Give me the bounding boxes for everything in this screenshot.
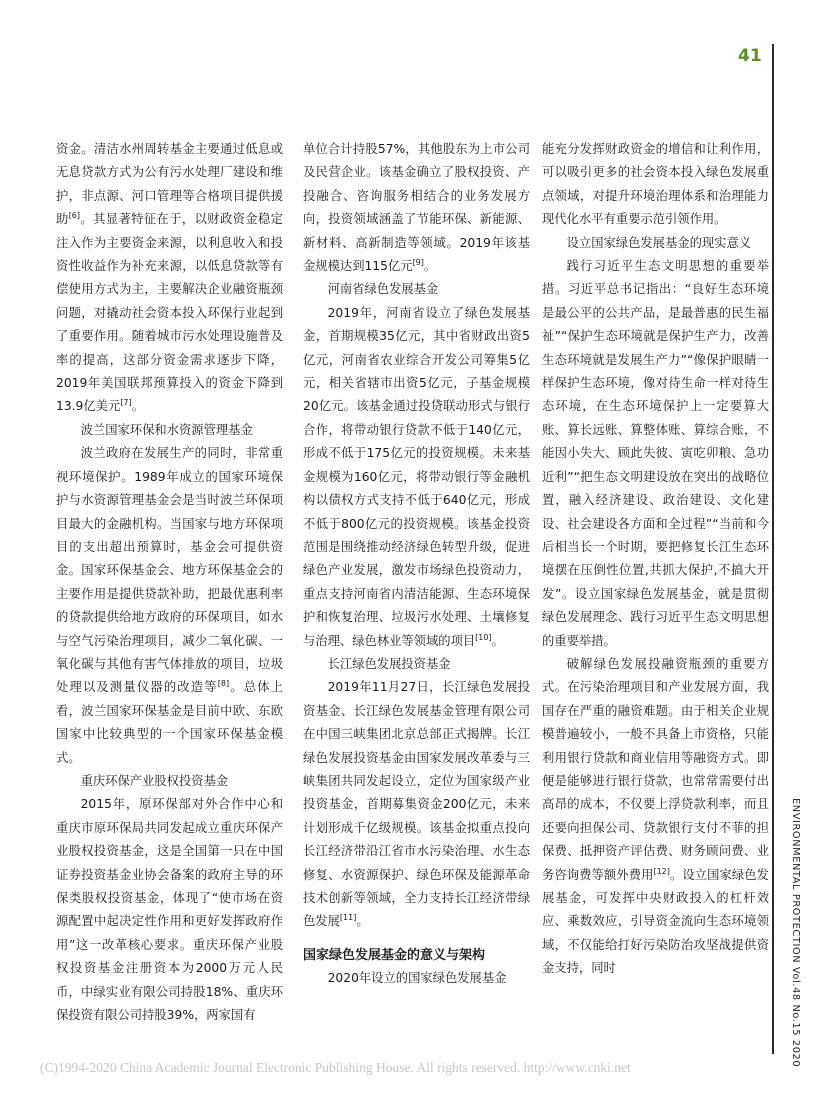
col3-paragraph-3: 破解绿色发展投融资瓶颈的重要方式。在污染治理项目和产业发展方面，我国存在严重的融资难题。由于相关企业规模普遍较小，一般不具备上市资格，只能利用银行贷款和商业信用等融资方式。即便是能够进行银行贷款，也常常需要付出高昂的成本，不仅要上浮贷款利率，而且还要向担保公司、贷款银行支付不菲的担保费、抵押资产评估费、财务顾问费、业务咨询费等额外费用[12]。设立国家绿色发展基金，可发挥中央财政投入的杠杆效应、乘数效应，引导资金流向生态环境领域，不仅能给打好污染防治攻坚战提供资金支持，同时 [542,656,769,976]
citation: [12] [653,866,670,876]
subheading-poland-fund: 波兰国家环保和水资源管理基金 [80,422,253,437]
col2-paragraph-2: 2019年，河南省设立了绿色发展基金，首期规模35亿元，其中省财政出资5亿元，河南省农业综合开发公司筹集5亿元，相关省辖市出资5亿元，子基金规模20亿元。该基金通过投贷联动形式与银行合作，将带动银行贷款不低于140亿元，形成不低于175亿元的投资规模。未来基金规模为160亿元，将带动银行等金融机构以债权方式支持不低于640亿元，形成不低于800亿元的投资规模。该基金投资范围是围绕推动经济绿色转型升级，促进绿色产业发展，激发市场绿色投资动力，重点支持河南省内清洁能源、生态环境保护和恢复治理、垃圾污水处理、土壤修复与治理、绿色林业等领域的项目[10]。 [303,305,530,648]
copyright-footer: (C)1994-2020 China Academic Journal Electronic Publishing House. All rights reserved. http://www.cnki.net [40,1060,631,1075]
citation: [9] [412,257,424,267]
column-3 [542,138,769,981]
col2-paragraph-4: 2020年设立的国家绿色发展基金 [327,971,507,986]
col3-paragraph-2: 践行习近平生态文明思想的重要举措。习近平总书记指出：“良好生态环境是最公平的公共产品，是最普惠的民生福祉”“保护生态环境就是保护生产力，改善生态环境就是发展生产力”“像保护眼睛一样保护生态环境，像对待生命一样对待生态环境，在生态环境保护上一定要算大账、算长远账、算整体账、算综合账，不能因小失大、顾此失彼、寅吃卯粮、急功近利”“把生态文明建设放在突出的战略位置，融入经济建设、政治建设、文化建设、社会建设各方面和全过程”“当前和今后相当长一个时期，要把修复长江生态环境摆在压倒性位置,共抓大保护,不搞大开发”。设立国家绿色发展基金，就是贯彻绿色发展理念、践行习近平生态文明思想的重要举措。 [542,259,769,648]
section-heading: 国家绿色发展基金的意义与架构 [303,947,486,963]
citation: [7] [120,398,132,408]
col1-paragraph-1: 资金。清洁水州周转基金主要通过低息或无息贷款方式为公有污水处理厂建设和维护，非点源、河口管理等合格项目提供援助[6]。其显著特征在于，以财政资金稳定注入作为主要资金来源，以利息收入和投资性收益作为补充来源，以低息贷款等有偿使用方式为主，主要解决企业融资瓶颈问题，对撬动社会资本投入环保行业起到了重要作用。随着城市污水处理设施普及率的提高，这部分资金需求逐步下降，2019年美国联邦预算投入的资金下降到13.9亿美元[7]。 [56,142,283,414]
col1-paragraph-2: 波兰政府在发展生产的同时，非常重视环境保护。1989年成立的国家环境保护与水资源管理基金会是当时波兰环保项目最大的金融机构。当国家与地方环保项目的支出超出预算时，基金会可提供资金。国家环保基金会、地方环保基金会的主要作用是提供贷款补助，把最优惠利率的贷款提供给地方政府的环保项目，如水与空气污染治理项目，减少二氧化碳、一氧化碳与其他有害气体排放的项目，垃圾处理以及测量仪器的改造等[8]。总体上看，波兰国家环保基金是目前中欧、东欧国家中比较典型的一个国家环保基金模式。 [56,446,283,765]
column-1 [56,138,283,1027]
column-2 [303,138,530,991]
journal-spine-text: ENVIRONMENTAL PROTECTION Vol.48 No.15 2020 [790,798,801,1068]
citation: [11] [339,913,357,923]
citation: [6] [68,211,81,221]
citation: [8] [217,679,230,689]
vertical-rule [772,44,774,1054]
subheading-yangtze-fund: 长江绿色发展投资基金 [327,656,451,671]
subheading-chongqing-fund: 重庆环保产业股权投资基金 [80,773,229,788]
col2-paragraph-1: 单位合计持股57%，其他股东为上市公司及民营企业。该基金确立了股权投资、产投融合、咨询服务相结合的业务发展方向，投资领域涵盖了节能环保、新能源、新材料、高新制造等领域。2019年该基金规模达到115亿元[9]。 [303,142,530,274]
subheading-henan-fund: 河南省绿色发展基金 [327,282,439,297]
col3-paragraph-1: 能充分发挥财政资金的增信和让利作用，可以吸引更多的社会资本投入绿色发展重点领域，对提升环境治理体系和治理能力现代化水平有重要示范引领作用。 [542,142,769,227]
col1-paragraph-3: 2015年，原环保部对外合作中心和重庆市原环保局共同发起成立重庆环保产业股权投资基金，这是全国第一只在中国证券投资基金业协会备案的政府主导的环保类股权投资基金，体现了“使市场在资源配置中起决定性作用和更好发挥政府作用”这一改革核心要求。重庆环保产业股权投资基金注册资本为2000万元人民币，中绿实业有限公司持股18%、重庆环保投资有限公司持股39%，两家国有 [56,797,283,1023]
page-number: 41 [738,46,762,66]
citation: [10] [475,632,492,642]
col2-paragraph-3: 2019年11月27日，长江绿色发展投资基金、长江绿色发展基金管理有限公司在中国三峡集团北京总部正式揭牌。长江绿色发展投资基金由国家发展改革委与三峡集团共同发起设立，定位为国家级产业投资基金，首期募集资金200亿元，未来计划形成千亿级规模。该基金拟重点投向长江经济带沿江省市水污染治理、水生态修复、水资源保护、绿色环保及能源革命技术创新等领域，全力支持长江经济带绿色发展[11]。 [303,680,530,929]
subheading-significance: 设立国家绿色发展基金的现实意义 [566,235,752,250]
